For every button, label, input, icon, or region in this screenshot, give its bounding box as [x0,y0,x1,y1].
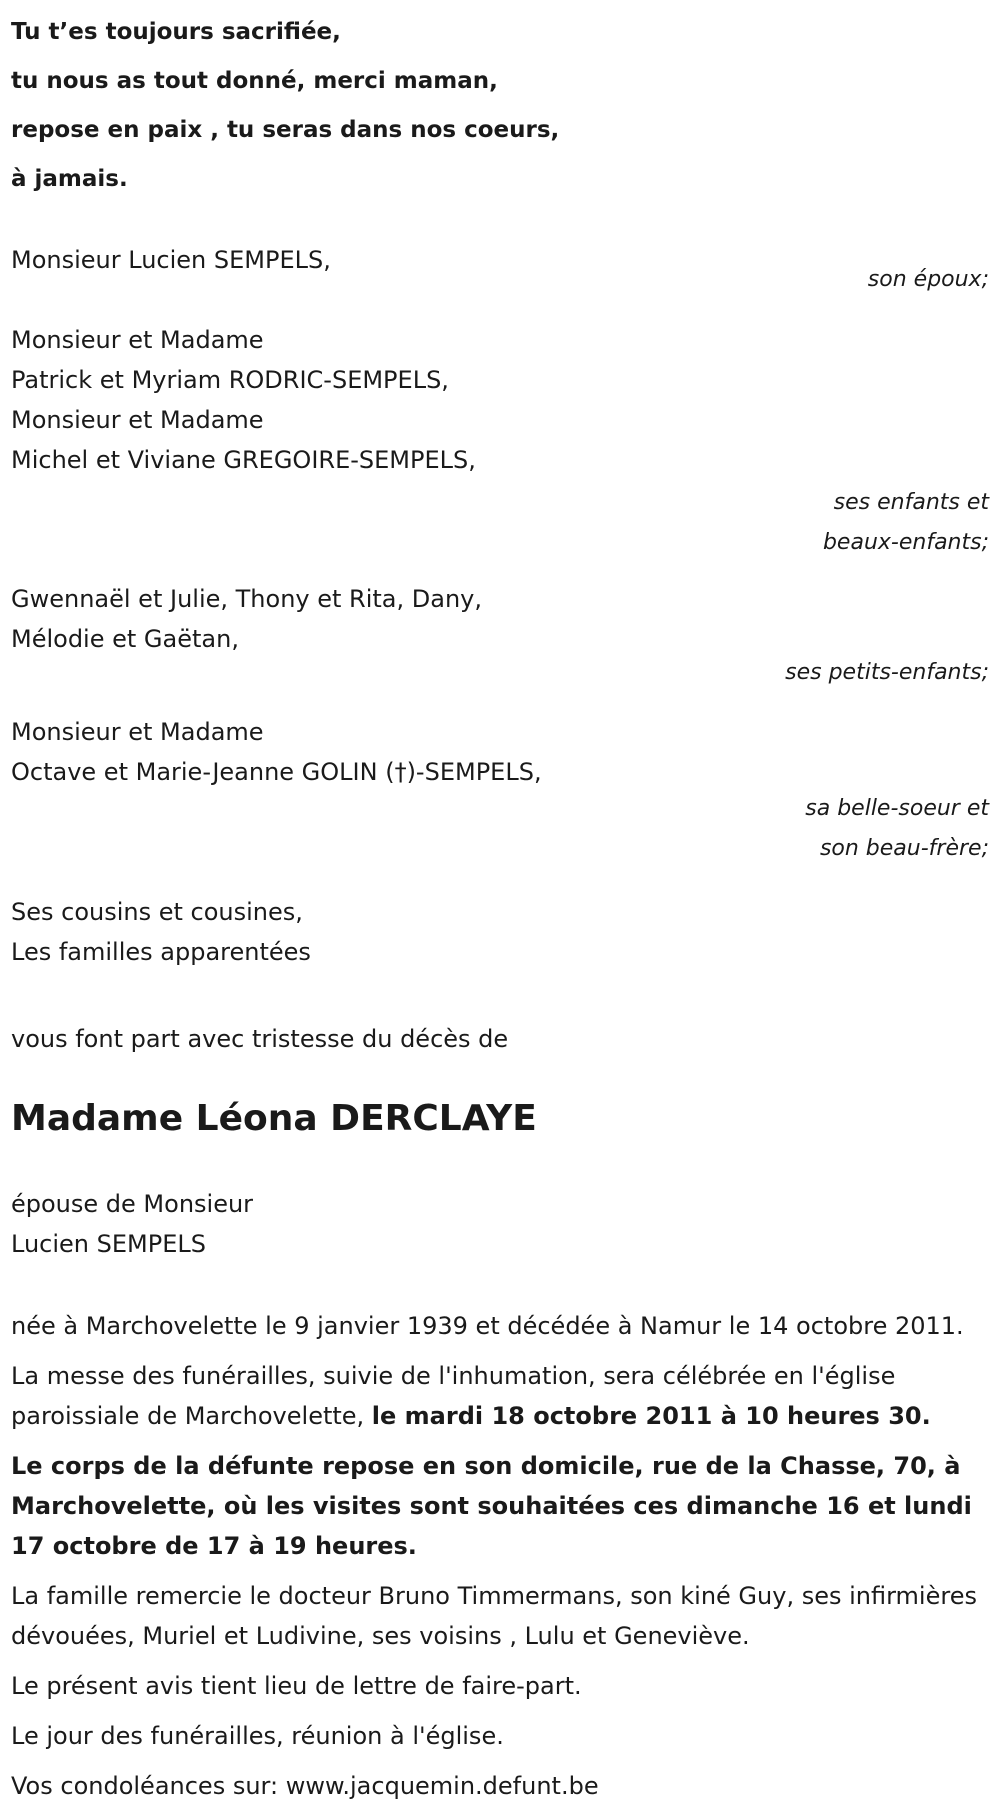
poem-line: tu nous as tout donné, merci maman, [11,68,498,94]
family-name-line: Michel et Viviane GREGOIRE-SEMPELS, [11,446,476,474]
deceased-name: Madame Léona DERCLAYE [11,1098,537,1139]
family-name-line: Mélodie et Gaëtan, [11,625,239,653]
thanks-paragraph: La famille remercie le docteur Bruno Timmermans, son kiné Guy, ses infirmières dévouées, Muriel et Ludivine, ses voisins , Lulu et Geneviève. [11,1582,977,1650]
family-group-cousins [11,892,989,972]
family-name-line: Gwennaël et Julie, Thony et Rita, Dany, [11,585,482,613]
birth-death-paragraph: née à Marchovelette le 9 janvier 1939 et décédée à Namur le 14 octobre 2011. [11,1312,964,1340]
funeral-mass-text: La messe des funérailles, suivie de l'inhumation, sera célébrée en l'église paroissiale de Marchovelette, [11,1362,896,1430]
poem-line: repose en paix , tu seras dans nos coeurs, [11,117,560,143]
visitation-paragraph: Le corps de la défunte repose en son domicile, rue de la Chasse, 70, à Marchovelette, où les visites sont souhaitées ces dimanche 16 et lundi 17 octobre de 17 à 19 heures. [11,1452,972,1560]
family-relation: sa belle-soeur et [805,796,989,821]
obituary-notice [11,0,989,1806]
poem-line: à jamais. [11,166,128,192]
family-name-line: Patrick et Myriam RODRIC-SEMPELS, [11,366,449,394]
spouse-of-line: épouse de Monsieur [11,1190,254,1218]
condolences-paragraph: Vos condoléances sur: www.jacquemin.defunt.be [11,1772,599,1800]
family-name-line: Ses cousins et cousines, [11,898,303,926]
family-relation: son époux; [867,267,989,292]
family-relation: beaux-enfants; [822,530,989,555]
family-relation: ses petits-enfants; [785,660,989,685]
family-name-line: Monsieur et Madame [11,326,264,354]
funeral-mass-date: le mardi 18 octobre 2011 à 10 heures 30. [371,1402,931,1430]
family-group-spouse [11,240,989,300]
family-group-grandchildren [11,579,989,693]
family-list [11,240,989,972]
announcement-text: vous font part avec tristesse du décès de [11,1025,509,1053]
family-relation: ses enfants et [833,490,989,515]
notice-paragraph: Le présent avis tient lieu de lettre de faire-part. [11,1672,582,1700]
spouse-of [11,1184,989,1264]
spouse-of-line: Lucien SEMPELS [11,1230,206,1258]
poem-line: Tu t’es toujours sacrifiée, [11,19,341,45]
family-name-line: Monsieur Lucien SEMPELS, [11,246,331,274]
family-group-in-laws [11,712,989,869]
family-name-line: Monsieur et Madame [11,406,264,434]
meeting-paragraph: Le jour des funérailles, réunion à l'église. [11,1722,504,1750]
family-group-children [11,320,989,563]
family-name-line: Les familles apparentées [11,938,311,966]
poem [11,8,989,204]
family-relation: son beau-frère; [819,836,989,861]
family-name-line: Octave et Marie-Jeanne GOLIN (†)-SEMPELS, [11,758,542,786]
funeral-mass-paragraph [11,1356,989,1436]
family-name-line: Monsieur et Madame [11,718,264,746]
